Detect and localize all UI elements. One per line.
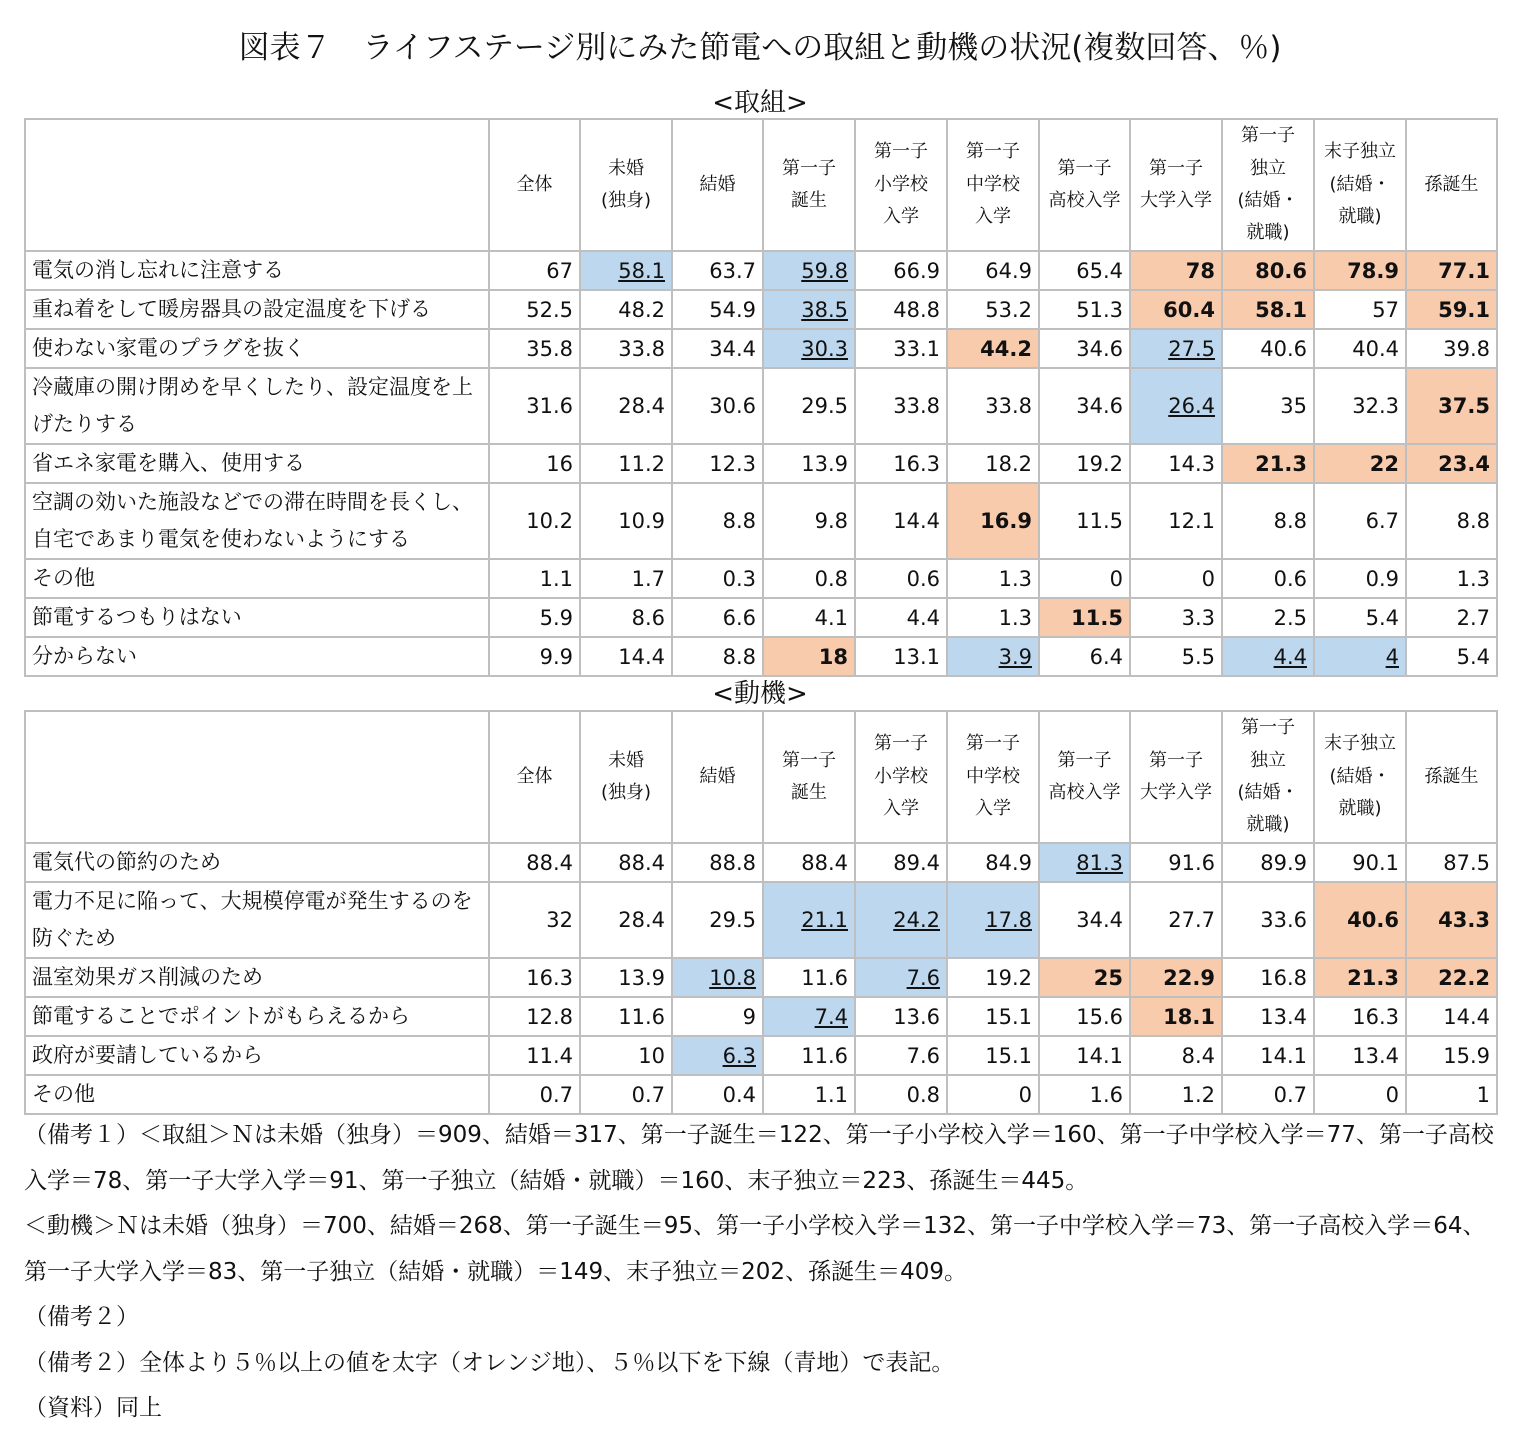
table-row	[25, 290, 1497, 329]
value-cell: 88.4	[489, 843, 580, 882]
value-cell: 6.4	[1039, 637, 1130, 676]
value-cell: 7.4	[763, 997, 855, 1036]
value-cell: 11.5	[1039, 598, 1130, 637]
value-cell: 33.1	[855, 329, 947, 368]
row-label: 使わない家電のプラグを抜く	[25, 329, 489, 368]
value-cell: 16.3	[855, 444, 947, 483]
value-cell: 0	[947, 1075, 1039, 1114]
value-cell: 24.2	[855, 882, 947, 958]
value-cell: 10	[580, 1036, 672, 1075]
value-cell: 4.4	[855, 598, 947, 637]
value-cell: 16.9	[947, 483, 1039, 559]
table-row	[25, 251, 1497, 290]
header-blank	[25, 711, 489, 843]
value-cell: 12.1	[1130, 483, 1222, 559]
value-cell: 3.3	[1130, 598, 1222, 637]
note-5: （資料）同上	[24, 1395, 162, 1421]
value-cell: 33.8	[855, 368, 947, 444]
value-cell: 4.1	[763, 598, 855, 637]
value-cell: 2.7	[1406, 598, 1497, 637]
row-label: 政府が要請しているから	[25, 1036, 489, 1075]
value-cell: 30.6	[672, 368, 763, 444]
value-cell: 64.9	[947, 251, 1039, 290]
value-cell: 9.8	[763, 483, 855, 559]
value-cell: 34.6	[1039, 329, 1130, 368]
column-header: 全体	[489, 711, 580, 843]
column-header: 結婚	[672, 119, 763, 251]
value-cell: 5.9	[489, 598, 580, 637]
value-cell: 39.8	[1406, 329, 1497, 368]
value-cell: 43.3	[1406, 882, 1497, 958]
value-cell: 6.6	[672, 598, 763, 637]
value-cell: 15.6	[1039, 997, 1130, 1036]
value-cell: 34.4	[1039, 882, 1130, 958]
table-row	[25, 1036, 1497, 1075]
value-cell: 14.3	[1130, 444, 1222, 483]
row-label: 電気の消し忘れに注意する	[25, 251, 489, 290]
value-cell: 14.1	[1039, 1036, 1130, 1075]
value-cell: 27.5	[1130, 329, 1222, 368]
table-row	[25, 483, 1497, 559]
value-cell: 14.4	[580, 637, 672, 676]
column-header: 第一子 誕生	[763, 711, 855, 843]
table-row	[25, 329, 1497, 368]
row-label: 空調の効いた施設などでの滞在時間を長くし、自宅であまり電気を使わないようにする	[25, 483, 489, 559]
value-cell: 14.1	[1222, 1036, 1314, 1075]
value-cell: 15.1	[947, 1036, 1039, 1075]
value-cell: 87.5	[1406, 843, 1497, 882]
value-cell: 59.1	[1406, 290, 1497, 329]
value-cell: 63.7	[672, 251, 763, 290]
value-cell: 1.1	[763, 1075, 855, 1114]
value-cell: 21.3	[1222, 444, 1314, 483]
value-cell: 89.9	[1222, 843, 1314, 882]
value-cell: 91.6	[1130, 843, 1222, 882]
row-label: その他	[25, 559, 489, 598]
value-cell: 3.9	[947, 637, 1039, 676]
note-4: （備考２）全体より５％以上の値を太字（オレンジ地）、５％以下を下線（青地）で表記。	[24, 1349, 955, 1376]
value-cell: 48.8	[855, 290, 947, 329]
value-cell: 10.9	[580, 483, 672, 559]
header-row	[25, 711, 1497, 843]
value-cell: 80.6	[1222, 251, 1314, 290]
value-cell: 1.3	[1406, 559, 1497, 598]
value-cell: 11.6	[763, 958, 855, 997]
value-cell: 84.9	[947, 843, 1039, 882]
value-cell: 11.5	[1039, 483, 1130, 559]
value-cell: 8.6	[580, 598, 672, 637]
value-cell: 0.7	[1222, 1075, 1314, 1114]
value-cell: 15.9	[1406, 1036, 1497, 1075]
value-cell: 17.8	[947, 882, 1039, 958]
header-row	[25, 119, 1497, 251]
value-cell: 0	[1039, 559, 1130, 598]
value-cell: 54.9	[672, 290, 763, 329]
row-label: 電力不足に陥って、大規模停電が発生するのを防ぐため	[25, 882, 489, 958]
value-cell: 33.8	[947, 368, 1039, 444]
value-cell: 26.4	[1130, 368, 1222, 444]
value-cell: 11.4	[489, 1036, 580, 1075]
row-label: 節電することでポイントがもらえるから	[25, 997, 489, 1036]
row-label: 重ね着をして暖房器具の設定温度を下げる	[25, 290, 489, 329]
value-cell: 29.5	[763, 368, 855, 444]
value-cell: 0.8	[855, 1075, 947, 1114]
value-cell: 0	[1130, 559, 1222, 598]
value-cell: 8.4	[1130, 1036, 1222, 1075]
value-cell: 11.2	[580, 444, 672, 483]
value-cell: 8.8	[672, 637, 763, 676]
value-cell: 29.5	[672, 882, 763, 958]
value-cell: 16.3	[489, 958, 580, 997]
value-cell: 28.4	[580, 882, 672, 958]
value-cell: 32.3	[1314, 368, 1406, 444]
value-cell: 38.5	[763, 290, 855, 329]
value-cell: 23.4	[1406, 444, 1497, 483]
value-cell: 52.5	[489, 290, 580, 329]
value-cell: 0.4	[672, 1075, 763, 1114]
value-cell: 8.8	[672, 483, 763, 559]
value-cell: 53.2	[947, 290, 1039, 329]
value-cell: 66.9	[855, 251, 947, 290]
value-cell: 16.8	[1222, 958, 1314, 997]
value-cell: 13.6	[855, 997, 947, 1036]
column-header: 第一子 大学入学	[1130, 711, 1222, 843]
value-cell: 9	[672, 997, 763, 1036]
column-header: 孫誕生	[1406, 711, 1497, 843]
value-cell: 13.4	[1314, 1036, 1406, 1075]
value-cell: 22	[1314, 444, 1406, 483]
douki-table	[24, 710, 1498, 1115]
column-header: 未婚 (独身)	[580, 119, 672, 251]
value-cell: 16	[489, 444, 580, 483]
table-row	[25, 637, 1497, 676]
value-cell: 5.4	[1314, 598, 1406, 637]
value-cell: 10.8	[672, 958, 763, 997]
value-cell: 89.4	[855, 843, 947, 882]
value-cell: 1.3	[947, 559, 1039, 598]
value-cell: 34.4	[672, 329, 763, 368]
value-cell: 44.2	[947, 329, 1039, 368]
value-cell: 21.1	[763, 882, 855, 958]
row-label: 節電するつもりはない	[25, 598, 489, 637]
value-cell: 35	[1222, 368, 1314, 444]
value-cell: 6.3	[672, 1036, 763, 1075]
value-cell: 21.3	[1314, 958, 1406, 997]
value-cell: 8.8	[1406, 483, 1497, 559]
value-cell: 60.4	[1130, 290, 1222, 329]
value-cell: 7.6	[855, 958, 947, 997]
value-cell: 18	[763, 637, 855, 676]
note-2: ＜動機＞Ｎは未婚（独身）＝700、結婚＝268、第一子誕生＝95、第一子小学校入学＝132、第一子中学校入学＝73、第一子高校入学＝64、第一子大学入学＝83、第一子独立（結婚・就職）＝149、末子独立＝202、孫誕生＝409。	[24, 1213, 1486, 1285]
value-cell: 1	[1406, 1075, 1497, 1114]
note-3: （備考２）	[24, 1304, 139, 1330]
page-title: 図表７ ライフステージ別にみた節電への取組と動機の状況(複数回答、％)	[238, 30, 1282, 66]
value-cell: 77.1	[1406, 251, 1497, 290]
row-label: 温室効果ガス削減のため	[25, 958, 489, 997]
column-header: 第一子 大学入学	[1130, 119, 1222, 251]
table-row	[25, 559, 1497, 598]
value-cell: 59.8	[763, 251, 855, 290]
value-cell: 90.1	[1314, 843, 1406, 882]
column-header: 孫誕生	[1406, 119, 1497, 251]
row-label: 分からない	[25, 637, 489, 676]
column-header: 第一子 小学校 入学	[855, 119, 947, 251]
value-cell: 0.3	[672, 559, 763, 598]
value-cell: 28.4	[580, 368, 672, 444]
value-cell: 4	[1314, 637, 1406, 676]
value-cell: 0.7	[489, 1075, 580, 1114]
value-cell: 14.4	[855, 483, 947, 559]
value-cell: 7.6	[855, 1036, 947, 1075]
value-cell: 12.8	[489, 997, 580, 1036]
value-cell: 22.2	[1406, 958, 1497, 997]
value-cell: 1.3	[947, 598, 1039, 637]
table-row	[25, 843, 1497, 882]
row-label: 冷蔵庫の開け閉めを早くしたり、設定温度を上げたりする	[25, 368, 489, 444]
value-cell: 13.9	[580, 958, 672, 997]
value-cell: 78.9	[1314, 251, 1406, 290]
table-row	[25, 598, 1497, 637]
table-row	[25, 368, 1497, 444]
value-cell: 51.3	[1039, 290, 1130, 329]
value-cell: 14.4	[1406, 997, 1497, 1036]
value-cell: 58.1	[580, 251, 672, 290]
column-header: 末子独立 (結婚・ 就職)	[1314, 119, 1406, 251]
section-label-douki: <動機>	[712, 679, 808, 709]
value-cell: 18.1	[1130, 997, 1222, 1036]
value-cell: 19.2	[1039, 444, 1130, 483]
value-cell: 13.1	[855, 637, 947, 676]
value-cell: 11.6	[763, 1036, 855, 1075]
value-cell: 40.4	[1314, 329, 1406, 368]
value-cell: 0	[1314, 1075, 1406, 1114]
value-cell: 34.6	[1039, 368, 1130, 444]
value-cell: 78	[1130, 251, 1222, 290]
value-cell: 88.4	[580, 843, 672, 882]
value-cell: 57	[1314, 290, 1406, 329]
value-cell: 2.5	[1222, 598, 1314, 637]
value-cell: 0.6	[1222, 559, 1314, 598]
column-header: 第一子 中学校 入学	[947, 711, 1039, 843]
value-cell: 40.6	[1222, 329, 1314, 368]
note-1: （備考１）＜取組＞Ｎは未婚（独身）＝909、結婚＝317、第一子誕生＝122、第一子小学校入学＝160、第一子中学校入学＝77、第一子高校入学＝78、第一子大学入学＝91、第一子独立（結婚・就職）＝160、末子独立＝223、孫誕生＝445。	[24, 1122, 1494, 1194]
value-cell: 9.9	[489, 637, 580, 676]
value-cell: 25	[1039, 958, 1130, 997]
value-cell: 58.1	[1222, 290, 1314, 329]
value-cell: 48.2	[580, 290, 672, 329]
column-header: 末子独立 (結婚・ 就職)	[1314, 711, 1406, 843]
value-cell: 15.1	[947, 997, 1039, 1036]
value-cell: 0.8	[763, 559, 855, 598]
value-cell: 1.1	[489, 559, 580, 598]
value-cell: 5.4	[1406, 637, 1497, 676]
column-header: 結婚	[672, 711, 763, 843]
section-label-torikumi: <取組>	[712, 88, 808, 118]
value-cell: 1.7	[580, 559, 672, 598]
value-cell: 33.6	[1222, 882, 1314, 958]
value-cell: 0.6	[855, 559, 947, 598]
value-cell: 11.6	[580, 997, 672, 1036]
value-cell: 27.7	[1130, 882, 1222, 958]
value-cell: 33.8	[580, 329, 672, 368]
value-cell: 31.6	[489, 368, 580, 444]
table-row	[25, 444, 1497, 483]
value-cell: 10.2	[489, 483, 580, 559]
value-cell: 1.6	[1039, 1075, 1130, 1114]
value-cell: 40.6	[1314, 882, 1406, 958]
table-row	[25, 882, 1497, 958]
value-cell: 67	[489, 251, 580, 290]
column-header: 第一子 独立 (結婚・ 就職)	[1222, 119, 1314, 251]
row-label: 電気代の節約のため	[25, 843, 489, 882]
value-cell: 88.4	[763, 843, 855, 882]
value-cell: 12.3	[672, 444, 763, 483]
value-cell: 13.9	[763, 444, 855, 483]
value-cell: 1.2	[1130, 1075, 1222, 1114]
value-cell: 37.5	[1406, 368, 1497, 444]
value-cell: 18.2	[947, 444, 1039, 483]
row-label: 省エネ家電を購入、使用する	[25, 444, 489, 483]
column-header: 全体	[489, 119, 580, 251]
value-cell: 8.8	[1222, 483, 1314, 559]
value-cell: 88.8	[672, 843, 763, 882]
value-cell: 30.3	[763, 329, 855, 368]
column-header: 未婚 (独身)	[580, 711, 672, 843]
column-header: 第一子 小学校 入学	[855, 711, 947, 843]
value-cell: 32	[489, 882, 580, 958]
value-cell: 81.3	[1039, 843, 1130, 882]
value-cell: 5.5	[1130, 637, 1222, 676]
value-cell: 4.4	[1222, 637, 1314, 676]
value-cell: 65.4	[1039, 251, 1130, 290]
table-row	[25, 958, 1497, 997]
value-cell: 22.9	[1130, 958, 1222, 997]
value-cell: 13.4	[1222, 997, 1314, 1036]
value-cell: 35.8	[489, 329, 580, 368]
table-row	[25, 1075, 1497, 1114]
column-header: 第一子 誕生	[763, 119, 855, 251]
torikumi-table	[24, 118, 1498, 677]
column-header: 第一子 高校入学	[1039, 119, 1130, 251]
row-label: その他	[25, 1075, 489, 1114]
value-cell: 16.3	[1314, 997, 1406, 1036]
column-header: 第一子 独立 (結婚・ 就職)	[1222, 711, 1314, 843]
value-cell: 0.9	[1314, 559, 1406, 598]
value-cell: 6.7	[1314, 483, 1406, 559]
value-cell: 19.2	[947, 958, 1039, 997]
header-blank	[25, 119, 489, 251]
notes	[24, 1113, 1499, 1432]
value-cell: 0.7	[580, 1075, 672, 1114]
column-header: 第一子 高校入学	[1039, 711, 1130, 843]
table-row	[25, 997, 1497, 1036]
column-header: 第一子 中学校 入学	[947, 119, 1039, 251]
